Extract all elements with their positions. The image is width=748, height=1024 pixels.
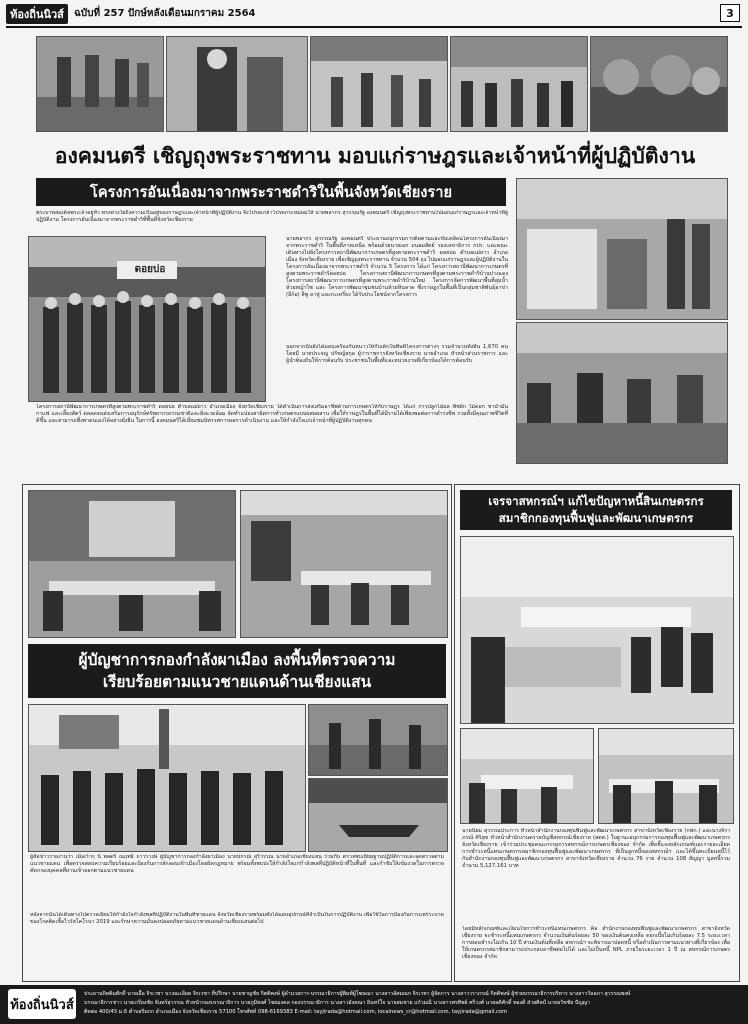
photo-ceremony-2 xyxy=(166,36,308,132)
photo-river-boat xyxy=(308,778,448,852)
photo-briefing-room xyxy=(28,490,236,638)
newspaper-logo: ท้องถิ่นนิวส์ xyxy=(6,4,68,24)
story1-bottom-text: โครงการสถานีพัฒนาการเกษตรที่สูงตามพระราชดำริ ดอยบ่อ ตำบลแม่ยาว อำเภอเมือง จังหวัดเชียงราย ได้ดำเนินการส่งเสริมอาชีพด้านการเกษตรให้กับราษฎร ได้แก่ การปลูกไม้ผล พืชผัก ไม้ดอก ชาน้ำมัน กาแฟ และเลี้ยงสัตว์ ตลอดจนส่งเสริมการอนุรักษ์ทรัพยากรธรรมชาติและสิ่งแวดล้อม จัดทำแปลงสาธิตการทำเกษตรแบบผสมผสาน เพื่อให้ราษฎรในพื้นที่ได้มีรายได้เพียงพอต่อการดำรงชีพ รวมทั้งมีคุณภาพชีวิตที่ดีขึ้น และสามารถพึ่งพาตนเองได้อย่างยั่งยืน ในการนี้ องคมนตรีได้เยี่ยมชมนิทรรศการผลการดำเนินงาน และให้กำลังใจแก่เจ้าหน้าที่ผู้ปฏิบัติงานทุกคน xyxy=(36,404,508,425)
photo-sign-text: ดอยบ่อ xyxy=(134,264,166,275)
photo-vegetables xyxy=(590,36,728,132)
story3-headline-line2: เรียบร้อยตามแนวชายแดนด้านเชียงแสน xyxy=(102,672,372,691)
story2-headline-line1: เจรจาสหกรณ์ฯ แก้ไขปัญหาหนี้สินเกษตรกร xyxy=(488,494,704,508)
photo-market xyxy=(516,322,728,464)
footer-logo: ท้องถิ่นนิวส์ xyxy=(8,989,76,1019)
story1-banner: โครงการอันเนื่องมาจากพระราชดำริในพื้นจังหวัดเชียงราย xyxy=(36,178,506,206)
story1-column-right-2: นอกจากนั้นยังได้มอบเครื่องกันหนาวให้กับเด็กในพื้นที่โครงการต่างๆ รวมจำนวนทั้งสิ้น 1,670 คน โดยมี นายประจญ ปรัชญ์สกุล ผู้ว่าราชการจังหวัดเชียงราย นายอำเภอ หัวหน้าส่วนราชการ และผู้นำท้องถิ่นให้การต้อนรับ ประชาชนในพื้นที่และหน่วยงานที่เกี่ยวข้องได้การต้อนรับ xyxy=(286,344,508,365)
photo-villagers xyxy=(450,36,588,132)
story3-headline xyxy=(28,644,446,698)
photo-group-doibo xyxy=(28,236,266,402)
story3-headline-line1: ผู้บัญชาการกองกำลังผาเมือง ลงพื้นที่ตรวจความ xyxy=(78,650,396,669)
story2-headline-line2: สมาชิกกองทุนฟื้นฟูและพัฒนาเกษตรกร xyxy=(498,511,694,525)
photo-meeting-tent xyxy=(240,490,448,638)
photo-coop-table-1 xyxy=(460,728,594,824)
story1-lead: พระบาทสมเด็จพระเจ้าอยู่หัว ทรงห่วงใยถึงความเป็นอยู่ของราษฎรและเจ้าหน้าที่ผู้ปฏิบัติงาน จึงโปรดเกล้าโปรดกระหม่อมให้ นายพลากร สุวรรณรัฐ องคมนตรี เชิญถุงพระราชทานไปมอบแก่ราษฎรและเจ้าหน้าที่ผู้ปฏิบัติงาน โครงการอันเนื่องมาจากพระราชดำริที่พื้นที่จังหวัดเชียงราย xyxy=(36,210,508,224)
footer-credits xyxy=(84,990,740,1017)
page-number: 3 xyxy=(720,4,740,22)
photo-coop-meeting xyxy=(460,536,734,724)
photo-officers-group xyxy=(28,704,306,852)
story3-body-2: หลังจากนั้นได้เดินทางไปตรวจเยี่ยมให้กำลังใจกำลังพลที่ปฏิบัติงานในพื้นที่ชายแดน จังหวัดเชียงรายพร้อมทั้งได้มอบอุปกรณ์ที่จำเป็นในการปฏิบัติงาน เพื่อใช้ในการป้องกันการแพร่ระบาดของโรคติดเชื้อไวรัสโคโรนา 2019 และรักษาความมั่นคงปลอดภัยตามแนวชายแดนด้านเชียงแสนต่อไป xyxy=(30,912,444,926)
photo-exhibition xyxy=(516,178,728,320)
photo-soldiers-field xyxy=(308,704,448,776)
header-rule xyxy=(6,26,742,28)
issue-line: ฉบับที่ 257 ปักษ์หลังเดือนมกราคม 2564 xyxy=(74,8,256,19)
footer-line-3: ติดต่อ 400/45 ม.6 ตำบลริมกก อำเภอเมือง จังหวัดเชียงราย 57100 โทรศัพท์ 098-6169383 E-mail: tayjirada@hotmail.com, localnews_cr@hotmail.com, tayjirada@gmail.com xyxy=(84,1009,508,1015)
footer-line-2: บรรณาธิการข่าว นายเกรียงชัย จันทร์สุวรรณ หัวหน้ากองบรรณาธิการ นายภูมิพงศ์ ไชยมงคล กองบรรณาธิการ นางสาวอังคณา อินทร์ใจ นายสมชาย แก้วมณี นางสาวพรทิพย์ ศรีวงศ์ นายอดิศักดิ์ ทองดี ฝ่ายศิลป์ นายธวัชชัย ปัญญา xyxy=(84,1000,590,1006)
story1-headline: องคมนตรี เชิญถุงพระราชทาน มอบแก่ราษฎรและเจ้าหน้าที่ผู้ปฏิบัติงาน xyxy=(54,143,696,168)
story2-headline xyxy=(460,490,732,530)
photo-ceremony-1 xyxy=(36,36,164,132)
photo-ceremony-3 xyxy=(310,36,448,132)
story2-body-2: โดยมีหลักเกณฑ์และเงื่อนไขการชำระหนี้แทนเกษตรกร คือ สำนักงานกองทุนฟื้นฟูและพัฒนาเกษตรกร สาขาจังหวัดเชียงราย จะชำระหนี้แทนเกษตรกร จำนวนเงินต้นร้อยละ 50 ของเงินต้นคงเหลือ ดอกเบี้ยไม่เกินร้อยละ 7.5 ระยะเวลาการผ่อนชำระไม่เกิน 10 ปี ส่วนเงินต้นที่เหลือ สหกรณ์ฯ จะพิจารณาปลดหนี้ หรือดำเนินการตามแนวทางที่เกี่ยวข้อง เพื่อให้เกษตรกรสมาชิกสามารถประกอบอาชีพต่อไปได้ และไม่เป็นหนี้ NPL ภายในระยะเวลา 1 ปี ณ สหกรณ์การเกษตรเชียงของ จำกัด xyxy=(462,926,730,961)
photo-coop-table-2 xyxy=(598,728,734,824)
story2-body: นายนิยม สุวรรณประการ หัวหน้าสำนักงานกองทุนฟื้นฟูและพัฒนาเกษตรกร สาขาจังหวัดเชียงราย (กฟก.) และนางจิราภรณ์ ศิริสุข หัวหน้าสำนักงานตรวจบัญชีสหกรณ์เชียงราย (สตส.) ในฐานะอนุกรรมการกองทุนฟื้นฟูและพัฒนาเกษตรกร จังหวัดเชียงราย เข้าร่วมประชุมคณะกรรมการสหกรณ์การเกษตรเชียงของ จำกัด เพื่อชี้แจงหลักเกณฑ์และรายละเอียดการชำระหนี้แทนเกษตรกรสมาชิกกองทุนฟื้นฟูและพัฒนาเกษตรกร ที่เป็นลูกหนี้ของสหกรณ์ฯ และได้ขึ้นทะเบียนหนี้ไว้กับสำนักงานกองทุนฟื้นฟูและพัฒนาเกษตรกร สาขาจังหวัดเชียงราย จำนวน 76 ราย จำนวน 108 สัญญา มูลหนี้รวม จำนวน 5,127,161 บาท xyxy=(462,828,730,870)
footer-line-1: ประธานกิตติมศักดิ์ นายเอื้อ จิรเวชา นางละเอียด จิรเวชา ที่ปรึกษา นายชาญชัย กิตติพงษ์ ผู้อำนวยการ-บรรณาธิการผู้พิมพ์ผู้โฆษณา นางสาวอัศมณก จิรเวชา ผู้จัดการ นางสาววราภรณ์ กิตติพงษ์ ผู้ช่วยบรรณาธิการบริหาร นางสาววัลลภา สุวรรณพงษ์ xyxy=(84,991,631,997)
story3-body: ผู้สื่อข่าวรายงานว่า เมื่อเร็วๆ นี้ พลตรี ณฤทธิ์ ถาวรวงษ์ ผู้บัญชาการกองกำลังผาเมือง นายปกรณ์ สุริวรรณ นายอำเภอเชียงแสน ร่วมกับ ตรวจพบเยี่ยมฐานปฏิบัติการและจุดตรวจตามแนวชายแดน เพื่อตรวจสอบความเรียบร้อยและป้องกันการลักลอบเข้าเมืองโดยผิดกฎหมาย พร้อมทั้งพบปะให้กำลังใจแก่กำลังพลที่ปฏิบัติหน้าที่ในพื้นที่ และกำชับให้เข้มงวดในการตรวจคัดกรองบุคคลที่ผ่านเข้าออกตามแนวชายแดน xyxy=(30,854,444,875)
story1-column-right: นายพลากร สุวรรณรัฐ องคมนตรี ประธานอนุกรรมการติดตามและขับเคลื่อนโครงการอันเนื่องมาจากพระราชดำริ ในพื้นที่ภาคเหนือ พร้อมด้วยนายเอก ถนอมสัตย์ รองเลขาธิการ กปร. และคณะเดินทางไปยังโครงการสถานีพัฒนาการเกษตรที่สูงตามพระราชดำริ ดอยบ่อ ตำบลแม่ยาว อำเภอเมือง จังหวัดเชียงราย เพื่อเชิญถุงพระราชทาน จำนวน 504 ถุง ไปมอบแก่ราษฎรและผู้ปฏิบัติงานในโครงการอันเนื่องมาจากพระราชดำริ จำนวน 5 โครงการ ได้แก่ โครงการสถานีพัฒนาการเกษตรที่สูงตามพระราชดำริดอยบ่อ โครงการสถานีพัฒนาการเกษตรที่สูงตามพระราชดำริบ้านปางแดง โครงการสถานีพัฒนาการเกษตรที่สูงตามพระราชดำริบ้านใหม่ โครงการจัดการพัฒนาพื้นที่ลุ่มน้ำห้วยหญ้าไซ และ โครงการพัฒนาชุมชนบ้านห้วยหินลาด ซึ่งราษฎรในพื้นที่เป็นกลุ่มชาติพันธุ์อาข่า (อีก้อ) ลีซู ลาหู่ และกะเหรี่ยง ได้รับประโยชน์จากโครงการ xyxy=(286,236,508,299)
